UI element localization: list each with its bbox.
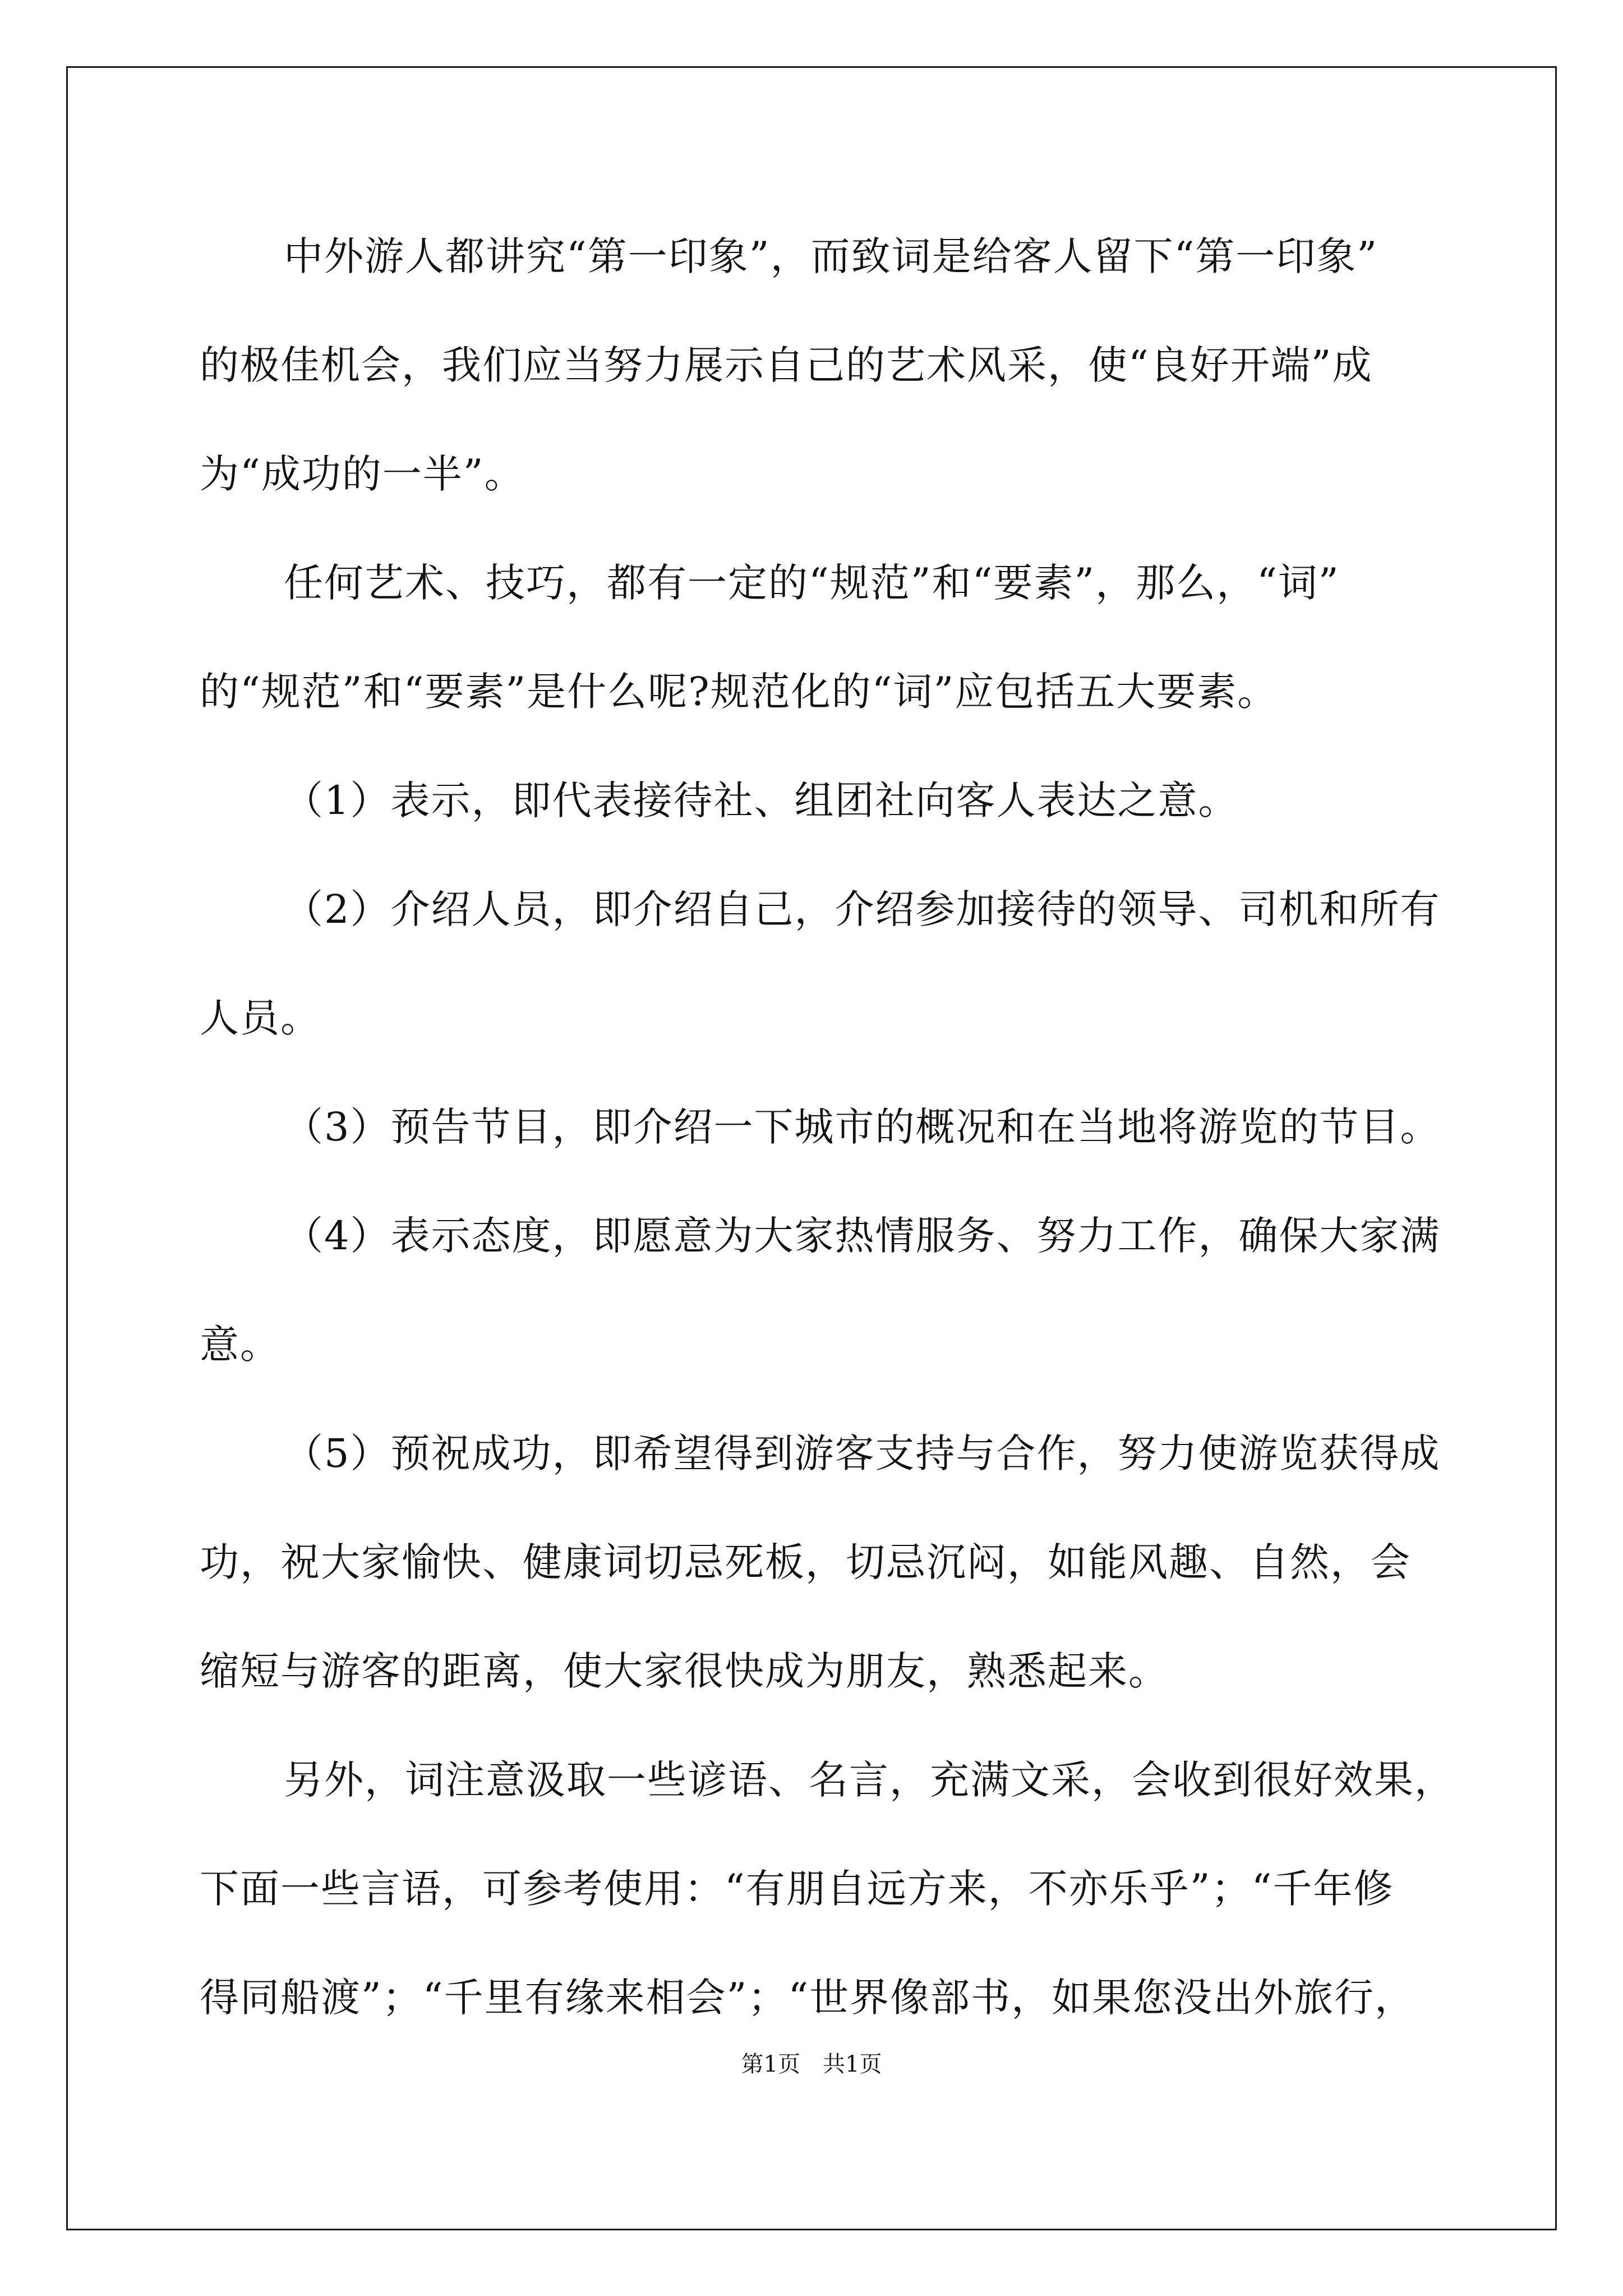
document-body: [200, 202, 1455, 2052]
text-line: 意。: [200, 1322, 280, 1368]
text-line: （3）预告节目，即介绍一下城市的概况和在当地将游览的节目。: [284, 1104, 1441, 1150]
text-line: 功，祝大家愉快、健康词切忌死板，切忌沉闷，如能风趣、自然，会: [200, 1539, 1411, 1585]
page-footer: 第1页 共1页: [741, 2051, 882, 2077]
text-line: 缩短与游客的距离，使大家很快成为朋友，熟悉起来。: [200, 1648, 1169, 1694]
text-line: 任何艺术、技巧，都有一定的“规范”和“要素”，那么，“词”: [284, 560, 1340, 606]
text-line: 的“规范”和“要素”是什么呢?规范化的“词”应包括五大要素。: [200, 669, 1278, 715]
text-line: 下面一些言语，可参考使用：“有朋自远方来，不亦乐乎”；“千年修: [200, 1866, 1394, 1912]
text-line: （4）表示态度，即愿意为大家热情服务、努力工作，确保大家满: [284, 1213, 1441, 1259]
text-line: 人员。: [200, 995, 321, 1041]
text-line: 另外，词注意汲取一些谚语、名言，充满文采，会收到很好效果，: [284, 1757, 1455, 1803]
text-line: 的极佳机会，我们应当努力展示自己的艺术风采，使“良好开端”成: [200, 342, 1373, 388]
text-line: 中外游人都讲究“第一印象”，而致词是给客人留下“第一印象”: [284, 233, 1378, 279]
text-line: 得同船渡”；“千里有缘来相会”；“世界像部书，如果您没出外旅行，: [200, 1975, 1415, 2021]
text-line: （1）表示，即代表接待社、组团社向客人表达之意。: [284, 777, 1239, 823]
text-line: （2）介绍人员，即介绍自己，介绍参加接待的领导、司机和所有: [284, 886, 1441, 932]
text-line: 为“成功的一半”。: [200, 451, 525, 497]
text-line: （5）预祝成功，即希望得到游客支持与合作，努力使游览获得成: [284, 1430, 1441, 1476]
